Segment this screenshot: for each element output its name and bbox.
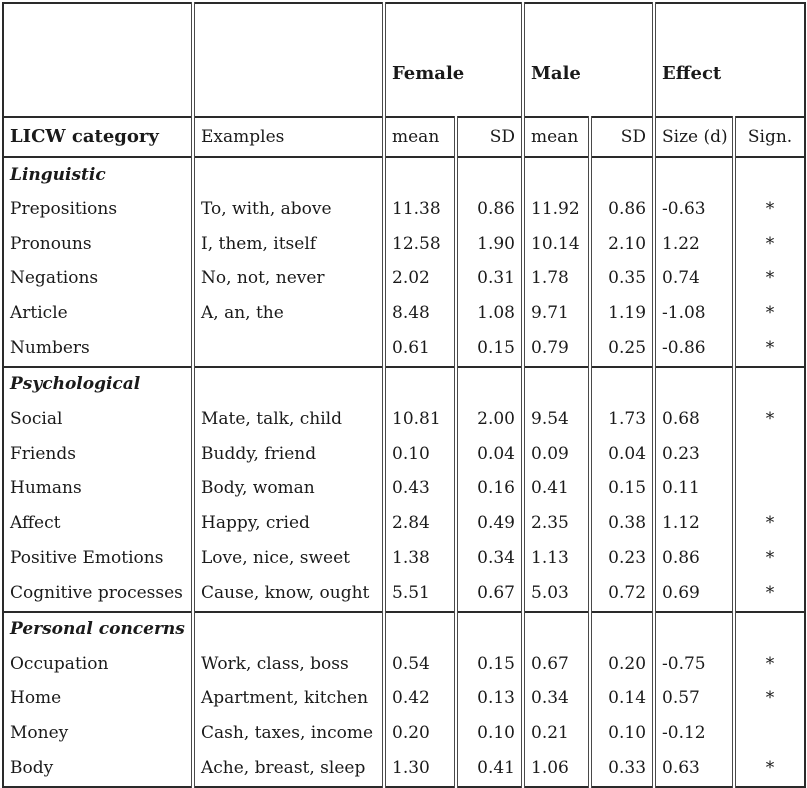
- cell-mean-male: 1.78: [523, 262, 590, 297]
- table-row: [3, 437, 805, 472]
- section-empty-cell: [734, 367, 805, 402]
- section-empty-cell: [456, 367, 523, 402]
- section-empty-cell: [384, 157, 456, 192]
- cell-examples: Love, nice, sweet: [193, 541, 384, 576]
- cell-examples: Ache, breast, sleep: [193, 751, 384, 787]
- section-empty-cell: [193, 367, 384, 402]
- table-row: [3, 682, 805, 717]
- cell-effect-size: -0.86: [654, 331, 734, 367]
- cell-significance: *: [734, 192, 805, 227]
- cell-examples: Body, woman: [193, 472, 384, 507]
- cell-sd-female: 1.08: [456, 296, 523, 331]
- section-header-row: [3, 367, 805, 402]
- cell-sd-female: 0.49: [456, 506, 523, 541]
- cell-effect-size: 0.68: [654, 402, 734, 437]
- cell-examples: Work, class, boss: [193, 647, 384, 682]
- header-empty-examples: [193, 3, 384, 117]
- cell-mean-male: 0.41: [523, 472, 590, 507]
- cell-mean-female: 1.38: [384, 541, 456, 576]
- cell-mean-male: 10.14: [523, 227, 590, 262]
- cell-category: Money: [10, 723, 69, 744]
- cell-effect-size: 0.69: [654, 576, 734, 612]
- cell-significance: *: [734, 262, 805, 297]
- cell-significance: [734, 437, 805, 472]
- cell-sd-female: 0.15: [456, 647, 523, 682]
- table-row: [3, 472, 805, 507]
- cell-effect-size: 0.11: [654, 472, 734, 507]
- table-row: [3, 716, 805, 751]
- section-empty-cell: [654, 157, 734, 192]
- cell-mean-female: 0.10: [384, 437, 456, 472]
- cell-mean-female: 5.51: [384, 576, 456, 612]
- header-category: LICW category: [3, 117, 193, 157]
- cell-significance: *: [734, 647, 805, 682]
- header-group-effect: Effect: [654, 3, 805, 117]
- section-empty-cell: [734, 612, 805, 647]
- cell-effect-size: -0.75: [654, 647, 734, 682]
- cell-category: Occupation: [10, 653, 109, 674]
- cell-sd-female: 0.67: [456, 576, 523, 612]
- cell-examples: Happy, cried: [193, 506, 384, 541]
- cell-examples: No, not, never: [193, 262, 384, 297]
- cell-category: Body: [10, 758, 54, 779]
- cell-sd-female: 0.15: [456, 331, 523, 367]
- section-title: Linguistic: [10, 164, 106, 185]
- cell-examples: A, an, the: [193, 296, 384, 331]
- header-group-row: [3, 3, 805, 117]
- cell-significance: *: [734, 402, 805, 437]
- section-empty-cell: [590, 157, 654, 192]
- cell-effect-size: -0.63: [654, 192, 734, 227]
- table-row: [3, 331, 805, 367]
- cell-effect-size: 0.23: [654, 437, 734, 472]
- cell-effect-size: 0.74: [654, 262, 734, 297]
- cell-category: Social: [10, 408, 63, 429]
- cell-sd-male: 0.86: [590, 192, 654, 227]
- section-empty-cell: [654, 367, 734, 402]
- header-sd-male: SD: [590, 117, 654, 157]
- cell-sd-female: 2.00: [456, 402, 523, 437]
- cell-sd-female: 0.16: [456, 472, 523, 507]
- cell-sd-male: 0.38: [590, 506, 654, 541]
- table-row: [3, 296, 805, 331]
- cell-sd-male: 0.10: [590, 716, 654, 751]
- cell-sd-female: 0.41: [456, 751, 523, 787]
- cell-category: Numbers: [10, 338, 90, 359]
- cell-effect-size: 0.63: [654, 751, 734, 787]
- cell-category: Friends: [10, 443, 76, 464]
- section-empty-cell: [384, 367, 456, 402]
- cell-effect-size: 1.12: [654, 506, 734, 541]
- header-mean-male: mean: [523, 117, 590, 157]
- cell-mean-female: 8.48: [384, 296, 456, 331]
- table-row: [3, 192, 805, 227]
- cell-mean-male: 0.34: [523, 682, 590, 717]
- cell-sd-male: 0.33: [590, 751, 654, 787]
- cell-examples: [193, 331, 384, 367]
- header-sd-female: SD: [456, 117, 523, 157]
- header-sign: Sign.: [734, 117, 805, 157]
- header-effect-size: Size (d): [654, 117, 734, 157]
- cell-sd-female: 0.31: [456, 262, 523, 297]
- cell-mean-female: 0.61: [384, 331, 456, 367]
- cell-mean-male: 9.71: [523, 296, 590, 331]
- cell-sd-male: 0.25: [590, 331, 654, 367]
- section-empty-cell: [456, 157, 523, 192]
- cell-mean-female: 0.43: [384, 472, 456, 507]
- header-group-male: Male: [523, 3, 654, 117]
- cell-examples: Mate, talk, child: [193, 402, 384, 437]
- section-empty-cell: [654, 612, 734, 647]
- cell-significance: *: [734, 506, 805, 541]
- header-examples: Examples: [193, 117, 384, 157]
- table-row: [3, 576, 805, 612]
- cell-category: Prepositions: [10, 198, 118, 219]
- cell-significance: *: [734, 576, 805, 612]
- cell-mean-female: 0.42: [384, 682, 456, 717]
- section-empty-cell: [523, 157, 590, 192]
- cell-mean-female: 10.81: [384, 402, 456, 437]
- cell-sd-male: 1.73: [590, 402, 654, 437]
- cell-mean-male: 11.92: [523, 192, 590, 227]
- section-empty-cell: [590, 367, 654, 402]
- table-row: [3, 402, 805, 437]
- cell-sd-male: 0.04: [590, 437, 654, 472]
- cell-effect-size: 1.22: [654, 227, 734, 262]
- cell-sd-female: 0.04: [456, 437, 523, 472]
- cell-sd-female: 0.10: [456, 716, 523, 751]
- cell-sd-male: 0.14: [590, 682, 654, 717]
- cell-significance: [734, 716, 805, 751]
- cell-mean-female: 1.30: [384, 751, 456, 787]
- section-empty-cell: [523, 367, 590, 402]
- cell-mean-male: 0.09: [523, 437, 590, 472]
- cell-category: Article: [10, 303, 68, 324]
- cell-mean-male: 1.06: [523, 751, 590, 787]
- table-row: [3, 506, 805, 541]
- cell-mean-male: 5.03: [523, 576, 590, 612]
- table-body: [3, 3, 805, 787]
- cell-sd-female: 0.86: [456, 192, 523, 227]
- cell-category: Cognitive processes: [10, 582, 183, 603]
- cell-mean-male: 2.35: [523, 506, 590, 541]
- header-empty-category: [3, 3, 193, 117]
- section-empty-cell: [590, 612, 654, 647]
- cell-sd-male: 0.35: [590, 262, 654, 297]
- cell-mean-female: 0.54: [384, 647, 456, 682]
- cell-sd-male: 0.15: [590, 472, 654, 507]
- cell-category: Home: [10, 688, 62, 709]
- cell-significance: *: [734, 227, 805, 262]
- cell-effect-size: -1.08: [654, 296, 734, 331]
- cell-sd-female: 0.34: [456, 541, 523, 576]
- section-empty-cell: [384, 612, 456, 647]
- cell-significance: *: [734, 541, 805, 576]
- cell-mean-female: 2.02: [384, 262, 456, 297]
- cell-sd-male: 0.72: [590, 576, 654, 612]
- cell-sd-male: 0.23: [590, 541, 654, 576]
- section-empty-cell: [193, 157, 384, 192]
- cell-mean-male: 9.54: [523, 402, 590, 437]
- cell-examples: Cause, know, ought: [193, 576, 384, 612]
- cell-effect-size: -0.12: [654, 716, 734, 751]
- cell-mean-female: 11.38: [384, 192, 456, 227]
- cell-mean-male: 0.79: [523, 331, 590, 367]
- section-header-row: [3, 612, 805, 647]
- cell-category: Affect: [10, 513, 61, 534]
- cell-sd-female: 0.13: [456, 682, 523, 717]
- cell-mean-female: 12.58: [384, 227, 456, 262]
- cell-significance: *: [734, 331, 805, 367]
- licw-results-table: [2, 2, 806, 788]
- cell-mean-male: 0.21: [523, 716, 590, 751]
- cell-sd-female: 1.90: [456, 227, 523, 262]
- cell-significance: [734, 472, 805, 507]
- cell-effect-size: 0.57: [654, 682, 734, 717]
- cell-examples: To, with, above: [193, 192, 384, 227]
- section-empty-cell: [523, 612, 590, 647]
- cell-category: Negations: [10, 268, 99, 289]
- cell-sd-male: 0.20: [590, 647, 654, 682]
- header-group-female: Female: [384, 3, 523, 117]
- cell-effect-size: 0.86: [654, 541, 734, 576]
- section-empty-cell: [193, 612, 384, 647]
- cell-mean-female: 2.84: [384, 506, 456, 541]
- section-empty-cell: [456, 612, 523, 647]
- cell-category: Humans: [10, 478, 82, 499]
- header-mean-female: mean: [384, 117, 456, 157]
- table-row: [3, 262, 805, 297]
- section-header-row: [3, 157, 805, 192]
- section-title: Personal concerns: [3, 612, 193, 647]
- table-row: [3, 227, 805, 262]
- cell-significance: *: [734, 751, 805, 787]
- cell-examples: I, them, itself: [193, 227, 384, 262]
- table-row: [3, 647, 805, 682]
- cell-mean-male: 0.67: [523, 647, 590, 682]
- cell-significance: *: [734, 682, 805, 717]
- cell-category: Pronouns: [10, 233, 92, 254]
- cell-mean-male: 1.13: [523, 541, 590, 576]
- table-row: [3, 751, 805, 787]
- header-column-row: [3, 117, 805, 157]
- cell-significance: *: [734, 296, 805, 331]
- section-title: Psychological: [3, 367, 193, 402]
- cell-examples: Apartment, kitchen: [193, 682, 384, 717]
- cell-sd-male: 2.10: [590, 227, 654, 262]
- cell-sd-male: 1.19: [590, 296, 654, 331]
- cell-category: Positive Emotions: [10, 548, 164, 569]
- cell-examples: Buddy, friend: [193, 437, 384, 472]
- table-row: [3, 541, 805, 576]
- section-empty-cell: [734, 157, 805, 192]
- cell-examples: Cash, taxes, income: [193, 716, 384, 751]
- cell-mean-female: 0.20: [384, 716, 456, 751]
